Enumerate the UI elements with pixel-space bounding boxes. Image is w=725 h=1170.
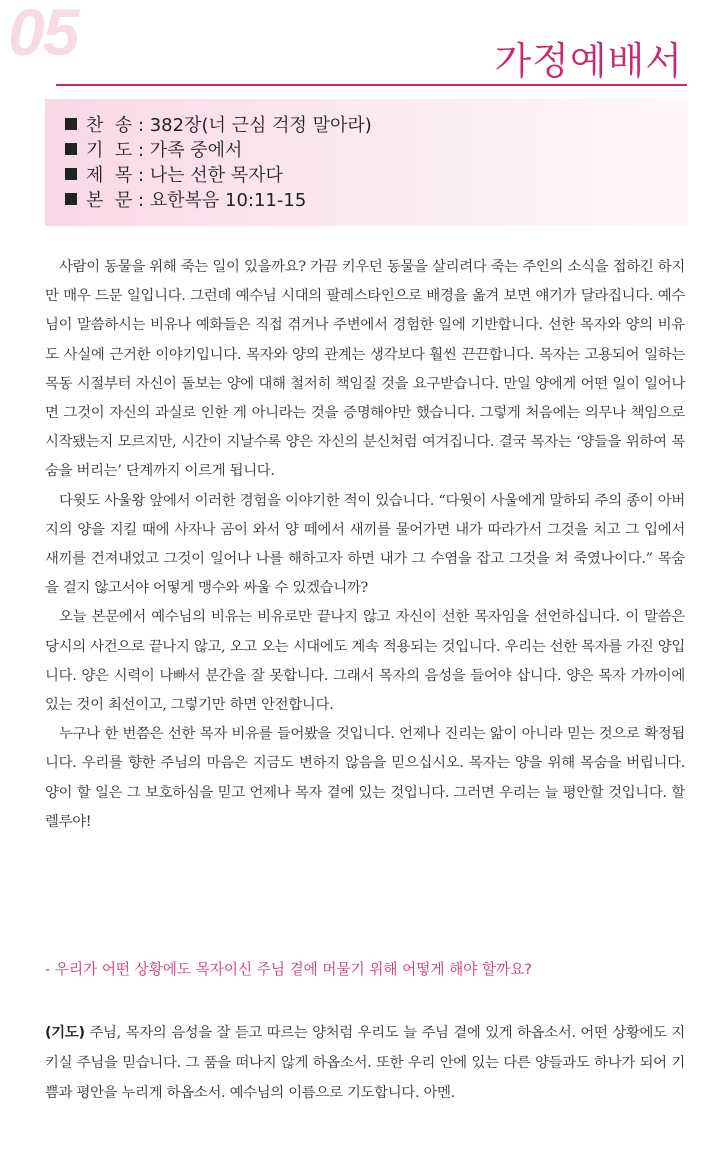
page-number: 05	[8, 0, 78, 69]
body-paragraph-2: 다윗도 사울왕 앞에서 이러한 경험을 이야기한 적이 있습니다. “다윗이 사울에게 말하되 주의 종이 아버지의 양을 지킬 때에 사자나 곰이 와서 양 떼에서 새끼를 물어가면 내가 따라가서 그것을 치고 그 입에서 새끼를 건져내었고 그것이 일어나 나를 해하고자 하면 내가 그 수염을 잡고 그것을 쳐 죽였나이다.” 목숨을 걸지 않고서야 어떻게 맹수와 싸울 수 있겠습니까?	[45, 492, 685, 597]
square-bullet-icon	[65, 193, 77, 205]
square-bullet-icon	[65, 143, 77, 155]
info-hymn-text: 찬 송 : 382장(너 근심 걱정 말아라)	[86, 115, 372, 136]
body-paragraph-3: 오늘 본문에서 예수님의 비유는 비유로만 끝나지 않고 자신이 선한 목자임을 선언하십니다. 이 말씀은 당시의 사건으로 끝나지 않고, 오고 오는 시대에도 계속 적용되는 것입니다. 우리는 선한 목자를 가진 양입니다. 양은 시력이 나빠서 분간을 잘 못합니다. 그래서 목자의 음성을 들어야 삽니다. 양은 목자 가까이에 있는 것이 최선이고, 그렇기만 하면 안전합니다.	[45, 609, 685, 714]
body-paragraph-1: 사람이 동물을 위해 죽는 일이 있을까요? 가끔 키우던 동물을 살리려다 죽는 주인의 소식을 접하긴 하지만 매우 드문 일입니다. 그런데 예수님 시대의 팔레스타인으로 배경을 옮겨 보면 얘기가 달라집니다. 예수님이 말씀하시는 비유나 예화들은 직접 겪거나 주변에서 경험한 일에 기반합니다. 선한 목자와 양의 비유도 사실에 근거한 이야기입니다. 목자와 양의 관계는 생각보다 훨씬 끈끈합니다. 목자는 고용되어 일하는 목동 시절부터 자신이 돌보는 양에 대해 철저히 책임질 것을 요구받습니다. 만일 양에게 어떤 일이 일어나면 그것이 자신의 과실로 인한 게 아니라는 것을 증명해야만 했습니다. 그렇게 처음에는 의무나 책임으로 시작됐는지 모르지만, 시간이 지날수록 양은 자신의 분신처럼 여겨집니다. 결국 목자는 ‘양들을 위하여 목숨을 버리는’ 단계까지 이르게 됩니다.	[45, 259, 685, 480]
worship-info-box	[45, 99, 688, 226]
page-title: 가정예배서	[494, 39, 683, 83]
info-scripture	[65, 188, 688, 213]
discussion-question: - 우리가 어떤 상황에도 목자이신 주님 곁에 머물기 위해 어떻게 해야 할까요?	[45, 961, 532, 978]
prayer-label: (기도)	[45, 1025, 85, 1041]
title-divider	[56, 84, 687, 86]
info-hymn	[65, 113, 688, 138]
prayer-text: 주님, 목자의 음성을 잘 듣고 따르는 양처럼 우리도 늘 주님 곁에 있게 하옵소서. 어떤 상황에도 지키실 주님을 믿습니다. 그 품을 떠나지 않게 하옵소서. 또한 우리 안에 있는 다른 양들과도 하나가 되어 기쁨과 평안을 누리게 하옵소서. 예수님의 이름으로 기도합니다. 아멘.	[45, 1025, 685, 1101]
info-title	[65, 163, 688, 188]
info-title-text: 제 목 : 나는 선한 목자다	[86, 165, 283, 186]
info-prayer	[65, 138, 688, 163]
closing-prayer	[45, 1018, 685, 1108]
sermon-body	[45, 253, 685, 837]
body-paragraph-4: 누구나 한 번쯤은 선한 목자 비유를 들어봤을 것입니다. 언제나 진리는 앎이 아니라 믿는 것으로 확정됩니다. 우리를 향한 주님의 마음은 지금도 변하지 않음을 믿으십시오. 목자는 양을 위해 목숨을 버립니다. 양이 할 일은 그 보호하심을 믿고 언제나 목자 곁에 있는 것입니다. 그러면 우리는 늘 평안할 것입니다. 할렐루야!	[45, 726, 685, 830]
info-scripture-text: 본 문 : 요한복음 10:11-15	[86, 190, 307, 211]
info-prayer-text: 기 도 : 가족 중에서	[86, 140, 243, 161]
square-bullet-icon	[65, 118, 77, 130]
square-bullet-icon	[65, 168, 77, 180]
